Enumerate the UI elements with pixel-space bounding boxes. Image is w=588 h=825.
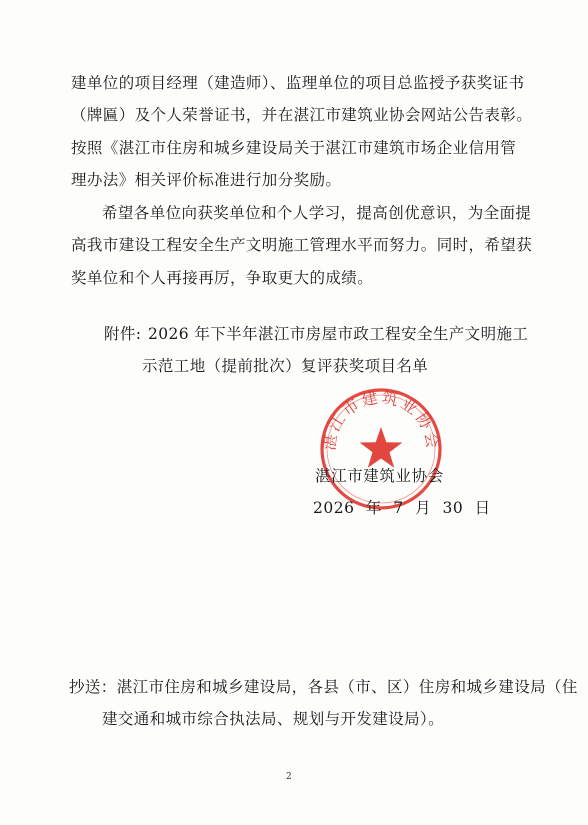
cc-line-2: 建交通和城市综合执法局、规划与开发建设局）。 — [102, 710, 445, 728]
body-line-4: 理办法》相关评价标准进行加分奖励。 — [71, 171, 342, 189]
cc-line-1: 抄送：湛江市住房和城乡建设局，各县（市、区）住房和城乡建设局（住 — [69, 678, 578, 696]
seal-text: 湛江市建筑业协会 — [319, 387, 443, 452]
body-line-2: （牌匾）及个人荣誉证书，并在湛江市建筑业协会网站公告表彰。 — [71, 106, 533, 124]
seal-star — [360, 427, 403, 468]
attachment-title-line-2: 示范工地（提前批次）复评获奖项目名单 — [142, 357, 429, 375]
body-line-1: 建单位的项目经理（建造师）、监理单位的项目总监授予获奖证书 — [71, 74, 525, 92]
attachment-label: 附件: — [104, 325, 142, 343]
issue-date: 2026 年 7 月 30 日 — [313, 499, 491, 517]
body-line-3: 按照《湛江市住房和城乡建设局关于湛江市建筑市场企业信用管 — [71, 139, 517, 157]
body-line-7: 奖单位和个人再接再厉，争取更大的成绩。 — [71, 269, 374, 287]
attachment-title-line-1: 2026 年下半年湛江市房屋市政工程安全生产文明施工 — [148, 325, 529, 343]
signer-organization: 湛江市建筑业协会 — [315, 467, 444, 485]
body-line-5: 希望各单位向获奖单位和个人学习，提高创优意识，为全面提 — [102, 204, 532, 222]
body-line-6: 高我市建设工程安全生产文明施工管理水平而努力。同时，希望获 — [71, 236, 533, 254]
official-seal — [318, 386, 444, 512]
page-number: 2 — [286, 772, 292, 782]
